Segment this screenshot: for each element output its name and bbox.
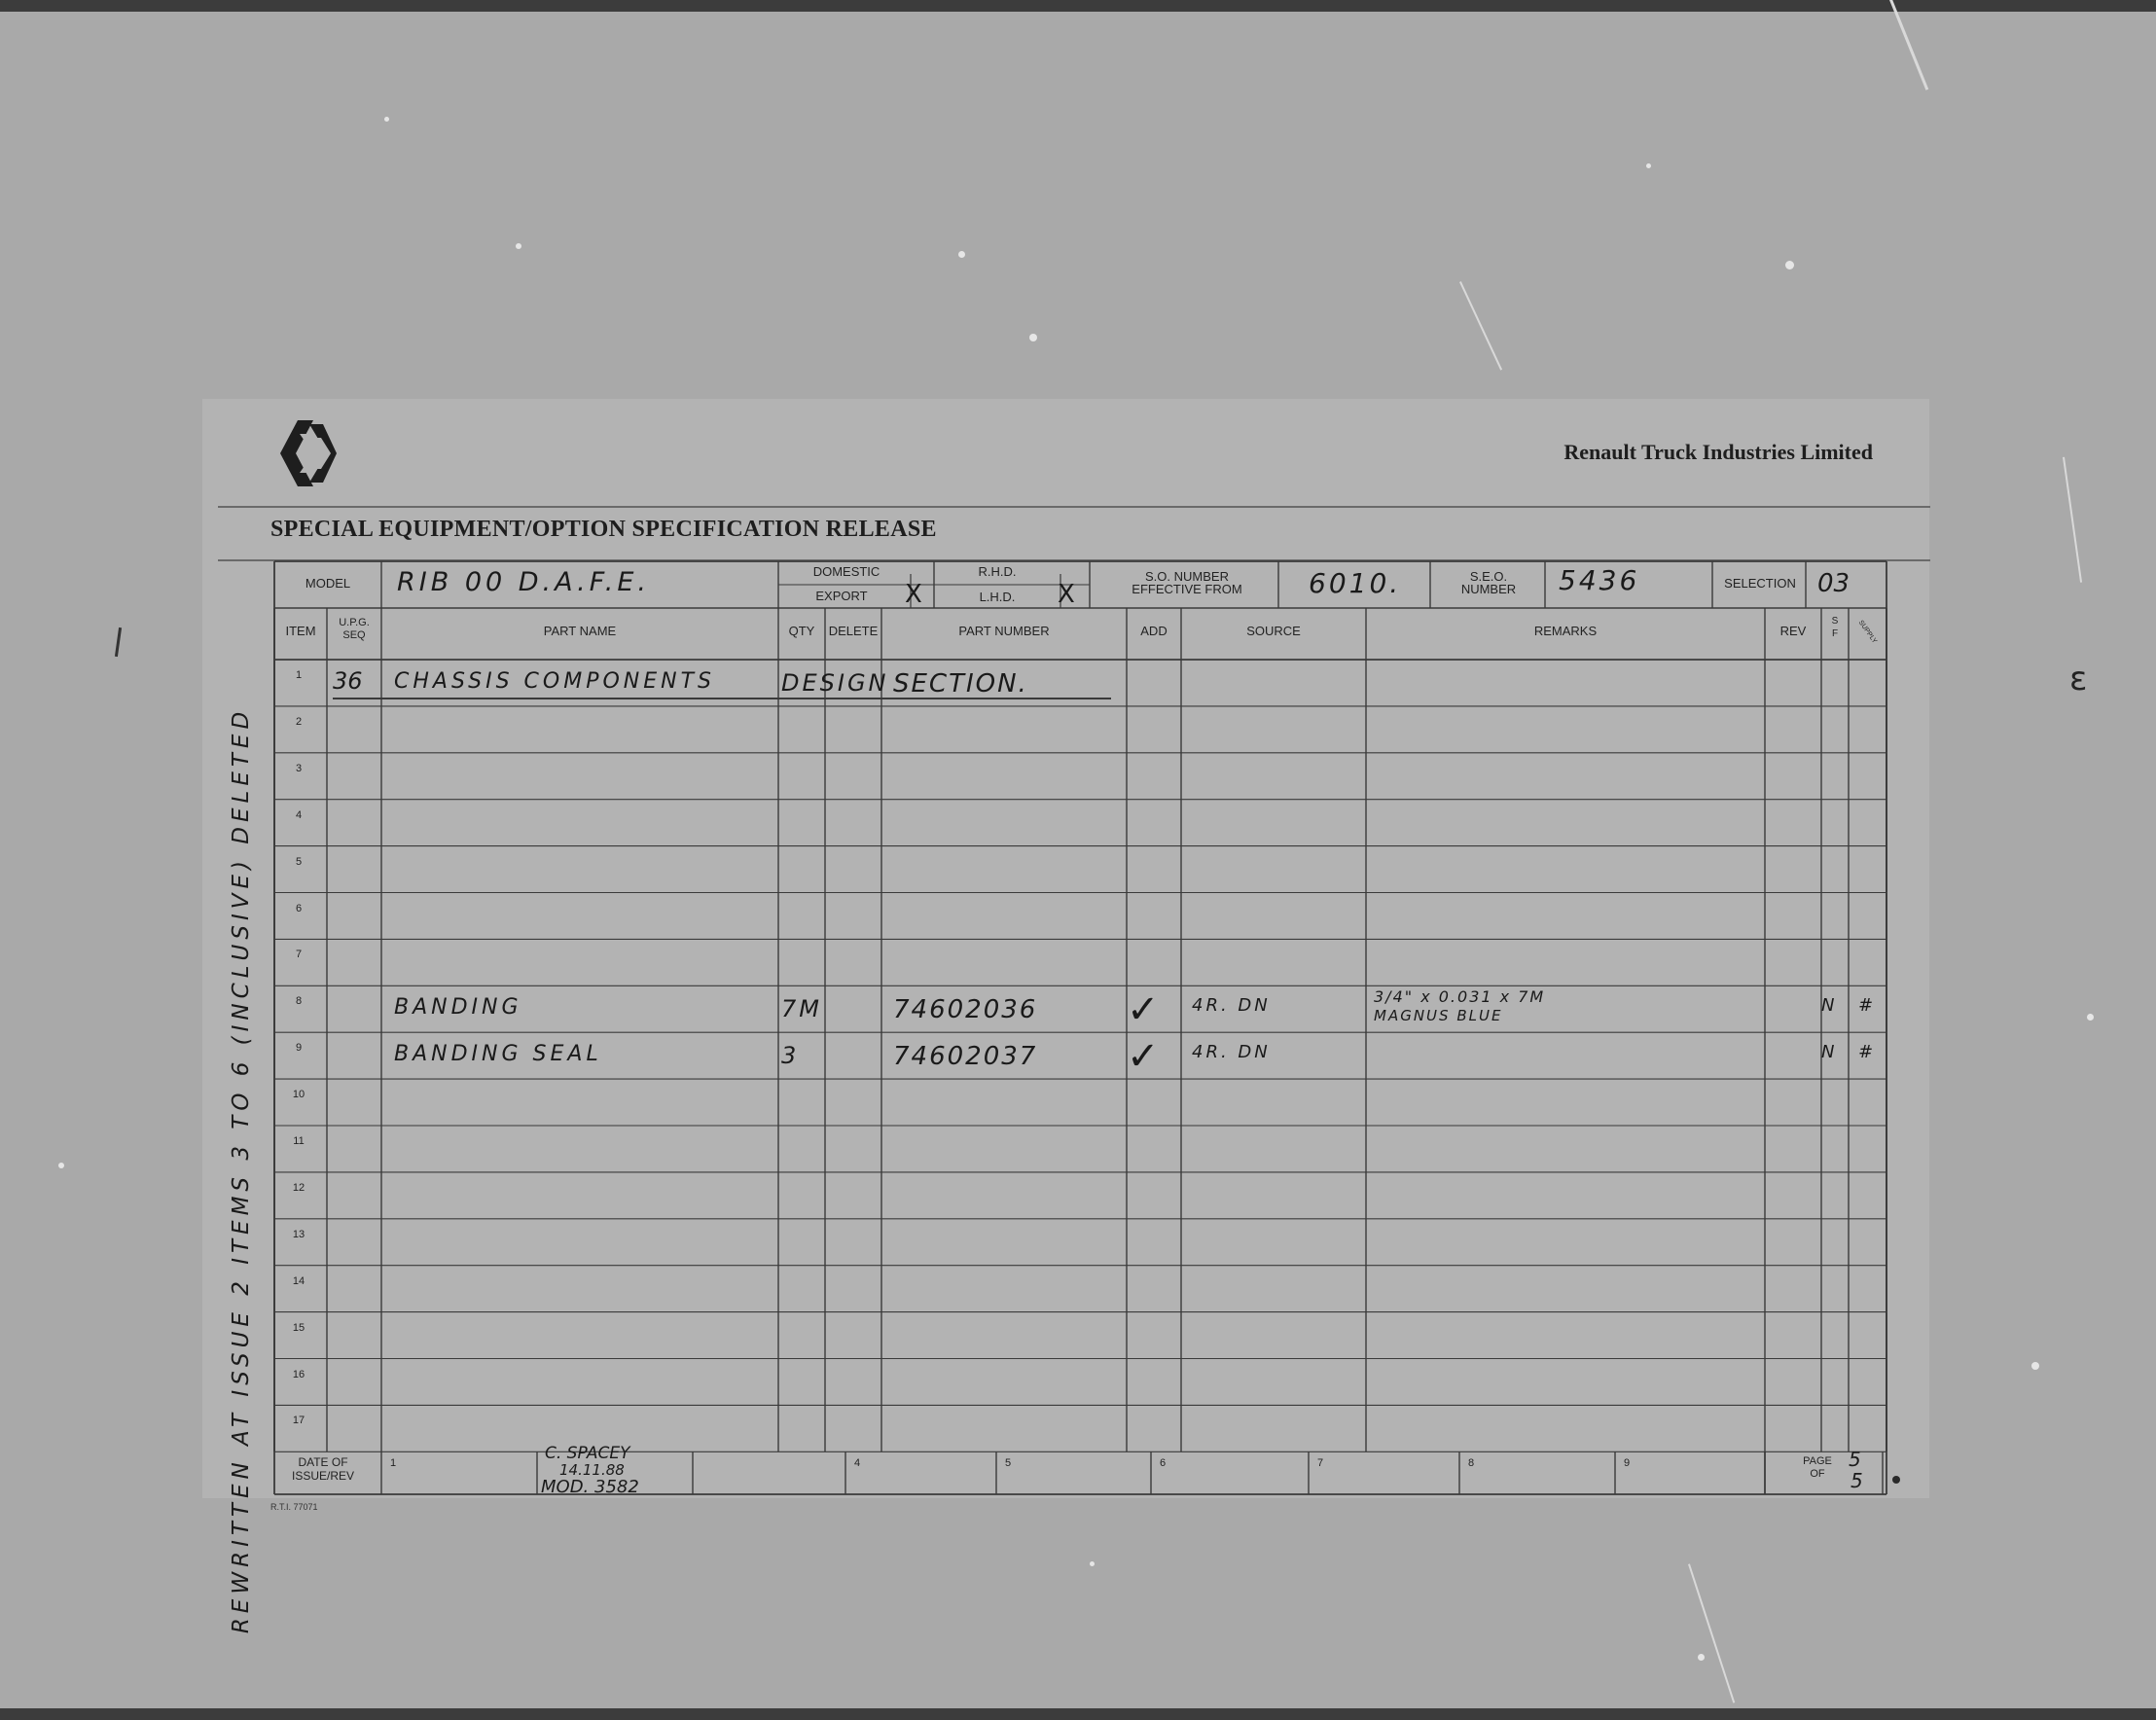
- col-qty: QTY: [788, 624, 815, 638]
- add-check: ✓: [1127, 987, 1160, 1033]
- item-number: 1: [295, 669, 303, 681]
- margin-note: REWRITTEN AT ISSUE 2 ITEMS 3 TO 6 (INCLUSIVE) DELETED: [229, 706, 254, 1634]
- col-supply: SUPPLY: [1856, 619, 1879, 645]
- model-label: MODEL: [305, 576, 351, 591]
- page-number: 5: [1849, 1448, 1861, 1471]
- part-name-value: BANDING: [394, 995, 522, 1021]
- source-value: 4R. DN: [1192, 1042, 1271, 1063]
- issue-slot-5: 5: [1004, 1457, 1012, 1469]
- issue-2-signature: C. SPACEY: [545, 1444, 630, 1463]
- export-check: X: [905, 580, 922, 609]
- item-number: 3: [295, 762, 303, 774]
- col-sf-f: F: [1831, 628, 1839, 639]
- add-check: ✓: [1127, 1034, 1160, 1080]
- col-rev: REV: [1779, 624, 1807, 638]
- part-number-value: SECTION.: [893, 669, 1028, 699]
- part-name-value: CHASSIS COMPONENTS: [394, 669, 716, 694]
- item-number: 9: [295, 1042, 303, 1055]
- item-number: 16: [292, 1368, 305, 1380]
- item-number: 14: [292, 1274, 305, 1287]
- part-number-value: 74602037: [893, 1042, 1038, 1072]
- item-number: 4: [295, 808, 303, 821]
- seo-label: S.E.O.: [1469, 569, 1508, 584]
- issue-slot-4: 4: [853, 1457, 861, 1469]
- export-label: EXPORT: [815, 589, 868, 603]
- item-number: 13: [292, 1228, 305, 1240]
- page-total: 5: [1851, 1469, 1863, 1492]
- issue-slot-9: 9: [1623, 1457, 1631, 1469]
- qty-value: 7M: [781, 995, 822, 1023]
- part-number-value: 74602036: [893, 995, 1038, 1025]
- col-part-number: PART NUMBER: [958, 624, 1050, 638]
- renault-logo: [270, 418, 339, 488]
- col-item: ITEM: [285, 624, 316, 638]
- col-part-name: PART NAME: [543, 624, 617, 638]
- form-code: R.T.I. 77071: [270, 1502, 318, 1512]
- upg-seq-value: 36: [333, 667, 363, 695]
- date-of-label: DATE OF: [298, 1455, 348, 1469]
- item-number: 8: [295, 995, 303, 1008]
- part-name-value: BANDING SEAL: [394, 1042, 602, 1067]
- item-number: 11: [293, 1135, 305, 1147]
- seo-number-value: 5436: [1559, 564, 1640, 596]
- item-number: 10: [292, 1089, 305, 1101]
- selection-label: SELECTION: [1724, 576, 1796, 591]
- issue-slot-7: 7: [1316, 1457, 1324, 1469]
- margin-mark: [115, 627, 122, 657]
- item-number: 17: [292, 1415, 305, 1427]
- model-value: RIB 00 D.A.F.E.: [397, 567, 650, 597]
- supply-value: #: [1858, 1042, 1874, 1063]
- selection-value: 03: [1817, 569, 1851, 598]
- so-number-value: 6010.: [1309, 567, 1402, 599]
- qty-value: 3: [781, 1042, 800, 1070]
- issue-slot-1: 1: [389, 1457, 397, 1469]
- sf-value: N: [1821, 1042, 1835, 1063]
- item-number: 7: [295, 949, 303, 961]
- seo-number-label: NUMBER: [1460, 582, 1517, 596]
- registration-dot: [1892, 1476, 1900, 1484]
- so-effective-label: EFFECTIVE FROM: [1132, 582, 1242, 596]
- remarks-value: 3/4" x 0.031 x 7M: [1374, 987, 1546, 1007]
- source-value: 4R. DN: [1192, 995, 1271, 1017]
- issue-2-mod: MOD. 3582: [541, 1477, 639, 1497]
- form-sheet: [202, 399, 1929, 1498]
- title-rule: [218, 559, 1930, 561]
- item-number: 15: [292, 1321, 305, 1334]
- supply-value: #: [1858, 995, 1874, 1017]
- remarks-value-line2: MAGNUS BLUE: [1374, 1007, 1503, 1025]
- qty-value: DESIGN: [781, 669, 889, 697]
- scan-border-bottom: [0, 1708, 2156, 1720]
- margin-hole-mark: ɛ: [2069, 660, 2088, 699]
- issue-rev-label: ISSUE/REV: [291, 1469, 355, 1483]
- issue-2-date: 14.11.88: [559, 1461, 625, 1479]
- so-number-label: S.O. NUMBER: [1145, 569, 1229, 584]
- item-number: 2: [295, 715, 303, 728]
- company-name: Renault Truck Industries Limited: [1563, 440, 1873, 464]
- issue-slot-6: 6: [1159, 1457, 1167, 1469]
- col-source: SOURCE: [1246, 624, 1301, 638]
- sf-value: N: [1821, 995, 1835, 1017]
- item-number: 6: [295, 902, 303, 914]
- lhd-check: X: [1058, 580, 1075, 609]
- col-remarks: REMARKS: [1533, 624, 1598, 638]
- page-label: PAGE: [1803, 1455, 1832, 1467]
- of-label: OF: [1810, 1468, 1825, 1480]
- domestic-label: DOMESTIC: [812, 564, 880, 579]
- col-sf: S: [1831, 616, 1839, 627]
- rhd-label: R.H.D.: [978, 564, 1017, 579]
- item-number: 12: [292, 1181, 305, 1194]
- scan-border-top: [0, 0, 2156, 12]
- title-rule: [218, 506, 1930, 508]
- col-upg-seq: SEQ: [342, 629, 366, 641]
- lhd-label: L.H.D.: [979, 590, 1016, 604]
- form-title: SPECIAL EQUIPMENT/OPTION SPECIFICATION RELEASE: [270, 517, 937, 542]
- col-delete: DELETE: [828, 624, 879, 638]
- item-number: 5: [295, 855, 303, 868]
- col-upg: U.P.G.: [339, 617, 370, 628]
- col-add: ADD: [1140, 624, 1168, 638]
- issue-slot-8: 8: [1467, 1457, 1475, 1469]
